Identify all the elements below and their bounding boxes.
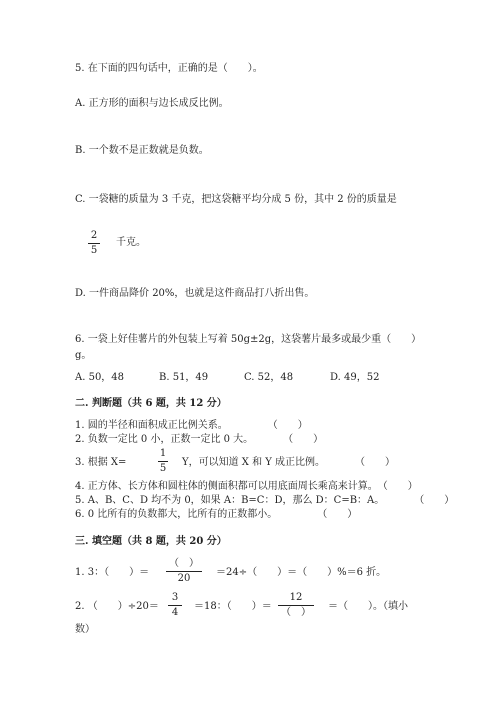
fraction-numerator: 12 bbox=[289, 592, 303, 603]
fill-q1-pre: 1. 3：（ ）＝ bbox=[75, 567, 150, 578]
section2-title: 二. 判断题（共 6 题，共 12 分） bbox=[75, 398, 227, 409]
fraction-bar bbox=[88, 243, 100, 244]
q6-stem-line1: 6. 一袋上好佳薯片的外包装上写着 50g±2g，这袋薯片最多或最少重（ ） bbox=[75, 334, 422, 345]
tf-item-4: 4. 正方体、长方体和圆柱体的侧面积都可以用底面周长乘高来计算。 （ ） bbox=[75, 481, 418, 492]
fraction-bar bbox=[166, 571, 202, 572]
fraction-numerator: （ ） bbox=[169, 558, 199, 569]
fraction-denominator: （ ） bbox=[281, 607, 311, 618]
fraction-bar bbox=[158, 461, 168, 462]
section3-title: 三. 填空题（共 8 题，共 20 分） bbox=[75, 536, 227, 547]
fraction-numerator: 1 bbox=[159, 448, 167, 459]
q5-option-b: B. 一个数不是正数就是负数。 bbox=[75, 145, 209, 156]
q5-c-unit: 千克。 bbox=[116, 237, 146, 248]
fraction-bar bbox=[168, 605, 182, 606]
q6-option-c: C. 52，48 bbox=[244, 372, 294, 383]
tf-item-3-fraction bbox=[158, 448, 168, 475]
fill-q2-post: ＝（ ）。（填小 bbox=[328, 601, 408, 612]
fraction-denominator: 5 bbox=[90, 245, 98, 256]
fill-q2-fraction-1 bbox=[168, 592, 182, 619]
fill-q2-pre: 2. （ ）÷20＝ bbox=[75, 601, 159, 612]
tf-item-1: 1. 圆的半径和面积成正比例关系。 （ ） bbox=[75, 420, 308, 431]
q5-option-a: A. 正方形的面积与边长成反比例。 bbox=[75, 98, 229, 109]
q6-stem-line2: g。 bbox=[75, 350, 92, 361]
q6-option-b: B. 51，49 bbox=[159, 372, 209, 383]
fraction-denominator: 5 bbox=[159, 463, 167, 474]
tf-item-5: 5. A、B、C、D 均不为 0，如果 A：B=C：D，那么 D：C=B：A。 （ ） bbox=[75, 495, 455, 506]
tf-item-3-pre: 3. 根据 X= bbox=[75, 457, 127, 468]
q6-option-d: D. 49，52 bbox=[330, 372, 380, 383]
fraction-denominator: 20 bbox=[177, 573, 191, 584]
q5-c-fraction bbox=[88, 230, 100, 257]
fill-q2-fraction-2 bbox=[278, 592, 314, 619]
tf-item-2: 2. 负数一定比 0 小，正数一定比 0 大。 （ ） bbox=[75, 434, 324, 445]
fraction-numerator: 2 bbox=[90, 230, 98, 241]
fraction-denominator: 4 bbox=[171, 607, 179, 618]
q5-option-d: D. 一件商品降价 20%，也就是这件商品打八折出售。 bbox=[75, 288, 315, 299]
fraction-numerator: 3 bbox=[171, 592, 179, 603]
fraction-bar bbox=[278, 605, 314, 606]
fill-q1-post: ＝24÷（ ）＝（ ）%＝6 折。 bbox=[216, 567, 387, 578]
fill-q1-fraction bbox=[166, 558, 202, 585]
q6-option-a: A. 50，48 bbox=[75, 372, 125, 383]
fill-q2-line2: 数） bbox=[75, 624, 95, 635]
tf-item-3-post: Y，可以知道 X 和 Y 成正比例。 （ ） bbox=[182, 457, 396, 468]
q5-option-c: C. 一袋糖的质量为 3 千克，把这袋糖平均分成 5 份，其中 2 份的质量是 bbox=[75, 194, 397, 205]
fill-q2-mid: ＝18：（ ）＝ bbox=[194, 601, 272, 612]
q5-stem: 5. 在下面的四句话中，正确的是（ ）。 bbox=[75, 63, 263, 74]
tf-item-6: 6. 0 比所有的负数都大，比所有的正数都小。 （ ） bbox=[75, 509, 358, 520]
